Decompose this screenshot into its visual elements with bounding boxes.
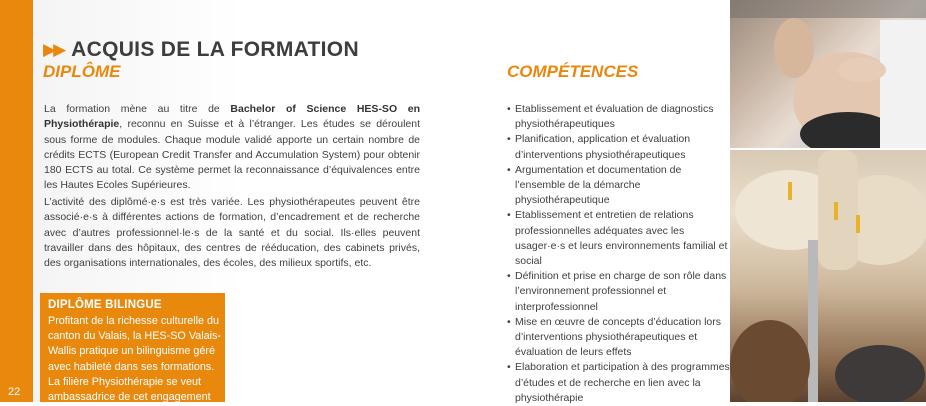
- skeleton-model-photo: [730, 150, 926, 402]
- list-item: • Argumentation et documentation de l’ensemble de la démarche physiothérapeutique: [507, 163, 732, 209]
- diplome-paragraph-2: L’activité des diplômé·e·s est très variée. Les physiothérapeutes peuvent être associé·e·s à différentes actions de formation, d’encadrement et de recherche avec d’autres professionnel·le·s de la santé et du social. Ils·elles peuvent travailler dans des hôpitaux, des centres de rééducation, des cabinets privés, des organisations internationales, des écoles, des milieux sportifs, etc.: [44, 196, 420, 270]
- list-item: • Mise en œuvre de concepts d’éducation lors d’interventions physiothérapeutiques et évaluation de leurs effets: [507, 315, 732, 361]
- competences-list: [507, 102, 732, 406]
- bilingual-title: DIPLÔME BILINGUE: [48, 299, 162, 311]
- diplome-title: DIPLÔME: [43, 62, 121, 81]
- skeleton-illustration: [730, 150, 926, 402]
- double-arrow-icon: ▶▶: [43, 40, 64, 59]
- list-item: • Planification, application et évaluation d’interventions physiothérapeutiques: [507, 132, 732, 162]
- list-item: • Définition et prise en charge de son rôle dans l’environnement professionnel et interprofessionnel: [507, 269, 732, 315]
- bilingual-text: Profitant de la richesse culturelle du canton du Valais, la HES-SO Valais-Wallis pratique un bilinguisme géré avec habileté dans ses formations. La filière Physiothérapie se veut ambassadrice de cet engagement: [48, 315, 222, 404]
- brochure-page: [33, 0, 730, 402]
- physiotherapy-photo: [730, 0, 926, 148]
- diplome-paragraph-1: La formation mène au titre de Bachelor of Science HES-SO en Physiothérapie, reconnu en Suisse et à l’étranger. Les études se déroulent sous forme de modules. Chaque module validé apporte un certain nombre de crédits ECTS (European Credit Transfer and Accumulation System) pour obtenir 180 ECTS au total. Ce système permet la reconnaissance d’équivalences entre les Hautes Ecoles Supérieures.: [44, 103, 420, 192]
- list-item: • Elaboration et participation à des programmes d’études et de recherche en lien avec la physiothérapie: [507, 360, 732, 406]
- therapy-illustration: [730, 0, 926, 148]
- degree-name: Bachelor of Science HES-SO en Physiothérapie: [44, 103, 420, 131]
- bilingual-box: [40, 293, 225, 402]
- page-title: ACQUIS DE LA FORMATION: [71, 38, 359, 61]
- list-item: • Etablissement et entretien de relations professionnelles adéquates avec les usager·e·s et leurs environnements familial et social: [507, 208, 732, 269]
- list-item: • Etablissement et évaluation de diagnostics physiothérapeutiques: [507, 102, 732, 132]
- section-heading: [43, 38, 359, 62]
- competences-title: COMPÉTENCES: [507, 62, 639, 81]
- photo-column: [730, 0, 926, 402]
- orange-side-bar: [0, 0, 33, 402]
- page-number: 22: [8, 386, 21, 398]
